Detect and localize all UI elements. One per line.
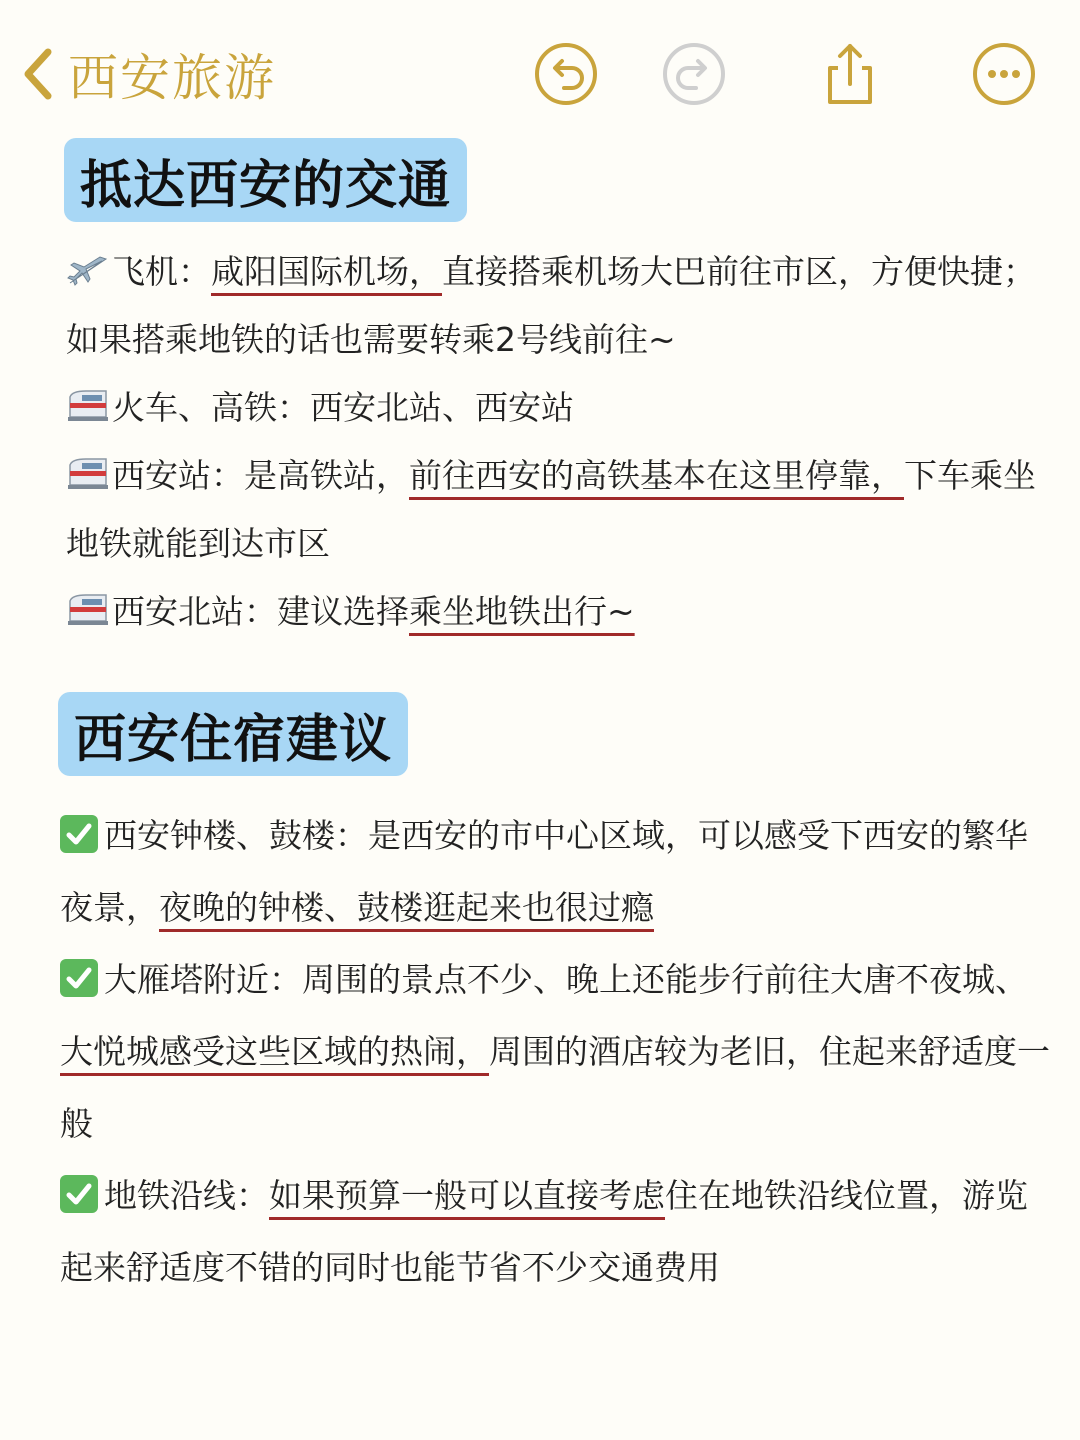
metro-label: 地铁沿线： — [104, 1176, 269, 1215]
xian-station-text: 下车乘坐地铁就能到达市区 — [66, 456, 1036, 563]
train-paragraph — [66, 374, 1056, 442]
wild-goose-label: 大雁塔附近：周围的景点不少、晚上还能步行前往大唐不夜城、 — [104, 960, 1028, 999]
xian-north-highlight: 乘坐地铁出行~ — [409, 592, 635, 631]
back-title: 西安旅游 — [68, 49, 276, 107]
plane-text: 直接搭乘机场大巴前往市区，方便快捷；如果搭乘地铁的话也需要转乘2号线前往~ — [66, 252, 1036, 359]
section-heading-lodging: 西安住宿建议 — [58, 692, 408, 776]
share-icon — [816, 40, 884, 108]
section-heading-transport: 抵达西安的交通 — [64, 138, 467, 222]
plane-paragraph — [66, 238, 1056, 374]
undo-icon — [532, 40, 600, 108]
metro-paragraph — [60, 1160, 1060, 1304]
top-bar — [0, 0, 1080, 150]
check-icon — [60, 1175, 98, 1213]
xian-station-paragraph — [66, 442, 1056, 578]
check-icon — [60, 959, 98, 997]
bell-tower-paragraph — [60, 800, 1060, 944]
more-icon — [970, 40, 1038, 108]
xian-north-label: 西安北站：建议选择 — [112, 592, 409, 631]
xian-north-paragraph — [66, 578, 1056, 646]
back-button[interactable] — [18, 38, 276, 110]
metro-text: 住在地铁沿线位置，游览起来舒适度不错的同时也能节省不少交通费用 — [60, 1176, 1028, 1287]
airplane-icon — [66, 253, 110, 289]
plane-highlight: 咸阳国际机场， — [211, 252, 442, 291]
train-icon — [66, 457, 110, 493]
more-button[interactable] — [970, 40, 1038, 108]
chevron-left-icon — [18, 44, 58, 104]
undo-button[interactable] — [532, 40, 600, 108]
wild-goose-highlight: 大悦城感受这些区域的热闹， — [60, 1032, 489, 1071]
xian-station-label: 西安站：是高铁站， — [112, 456, 409, 495]
check-icon — [60, 815, 98, 853]
train-text: 火车、高铁：西安北站、西安站 — [112, 388, 574, 427]
train-icon — [66, 389, 110, 425]
redo-button[interactable] — [660, 40, 728, 108]
metro-highlight: 如果预算一般可以直接考虑 — [269, 1176, 665, 1215]
train-icon — [66, 593, 110, 629]
bell-tower-highlight: 夜晚的钟楼、鼓楼逛起来也很过瘾 — [159, 888, 654, 927]
plane-label: 飞机： — [112, 252, 211, 291]
wild-goose-text: 周围的酒店较为老旧，住起来舒适度一般 — [60, 1032, 1050, 1143]
wild-goose-paragraph — [60, 944, 1060, 1160]
share-button[interactable] — [816, 40, 884, 108]
redo-icon — [660, 40, 728, 108]
bell-tower-text: 西安钟楼、鼓楼：是西安的市中心区域，可以感受下西安的繁华夜景， — [60, 816, 1028, 927]
xian-station-highlight: 前往西安的高铁基本在这里停靠， — [409, 456, 904, 495]
